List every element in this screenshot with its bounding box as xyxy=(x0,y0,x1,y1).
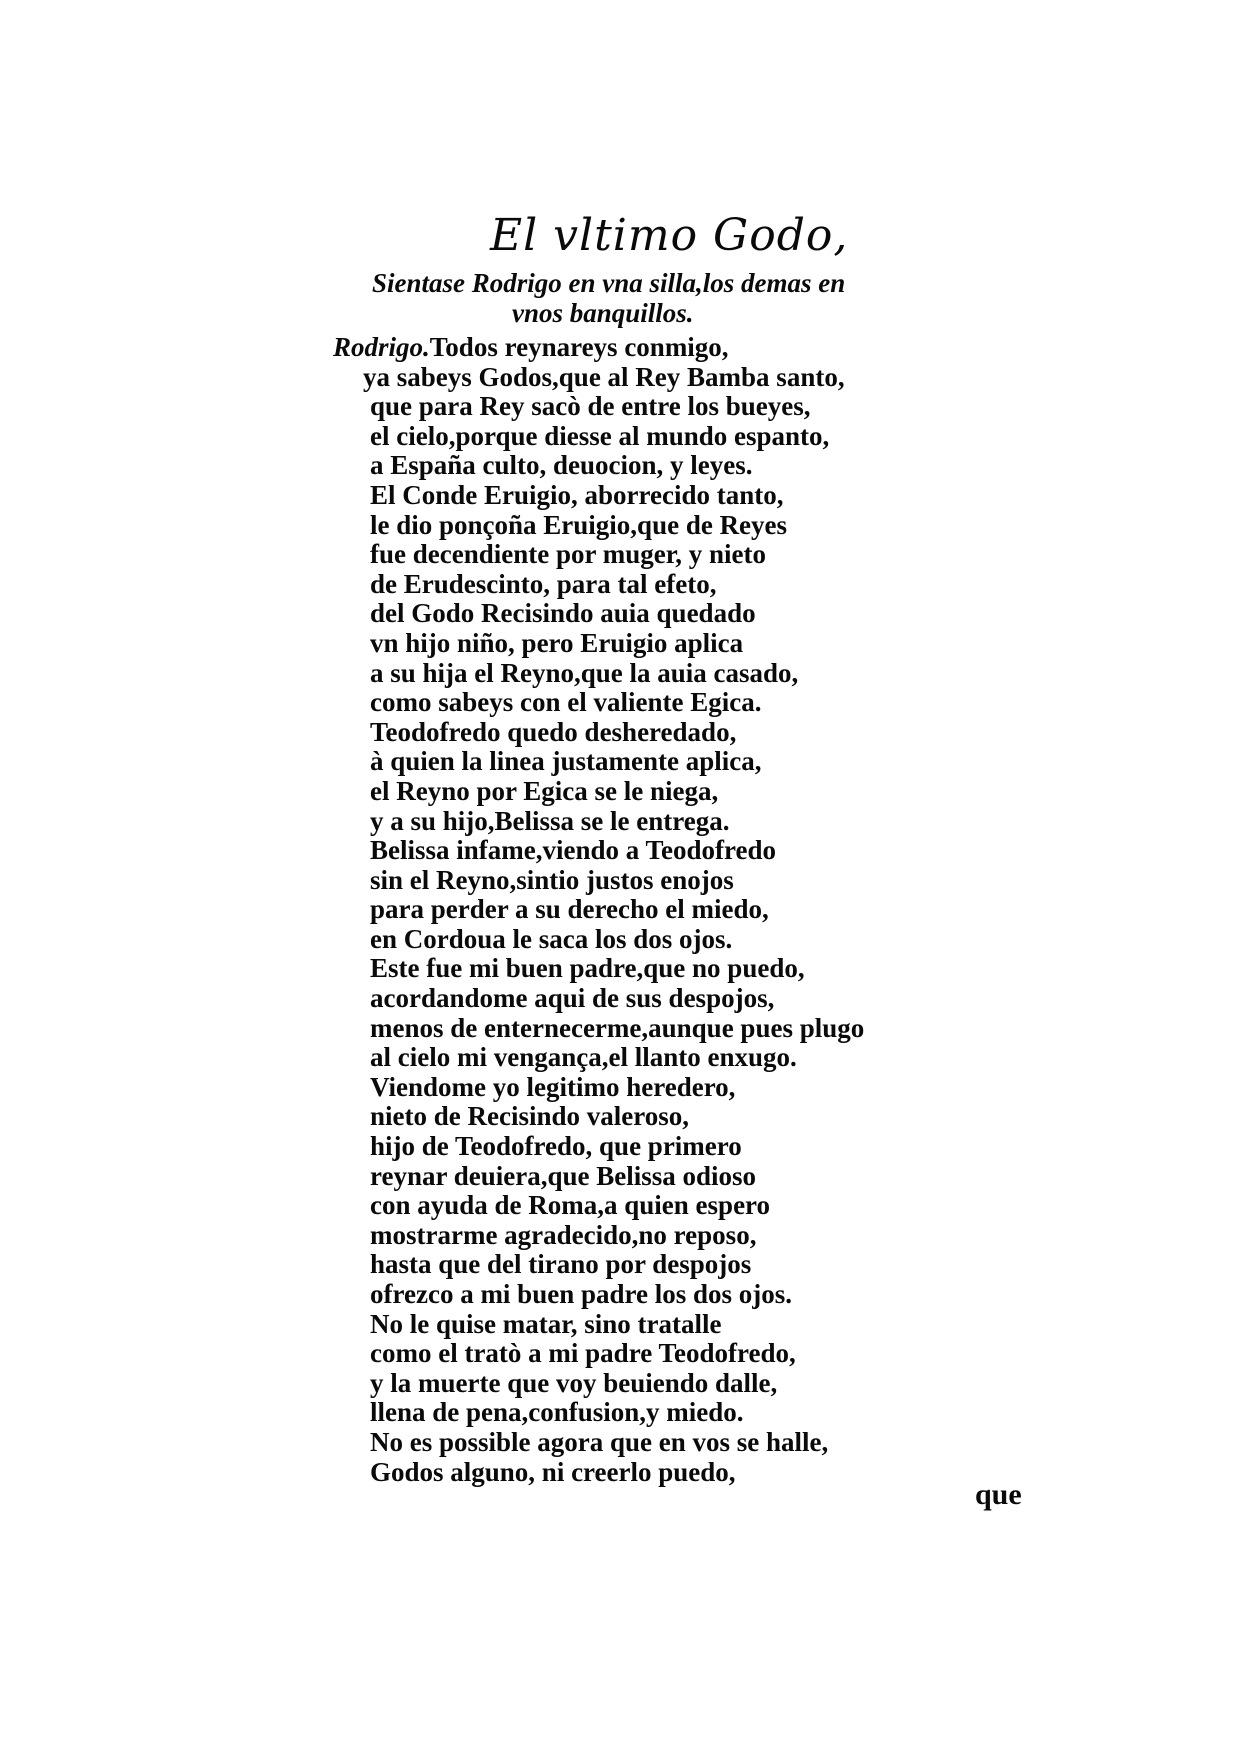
running-title: El vltimo Godo, xyxy=(490,210,849,261)
verse-line: como sabeys con el valiente Egica. xyxy=(370,687,762,718)
verse-line: nieto de Recisindo valeroso, xyxy=(370,1101,689,1132)
verse-line: que para Rey sacò de entre los bueyes, xyxy=(370,391,811,422)
verse-line: Godos alguno, ni creerlo puedo, xyxy=(370,1456,736,1487)
verse-line: como el tratò a mi padre Teodofredo, xyxy=(370,1338,796,1369)
verse-line: de Erudescinto, para tal efeto, xyxy=(370,568,717,599)
verse-line: sin el Reyno,sintio justos enojos xyxy=(370,864,734,895)
verse-line: vn hijo niño, pero Eruigio aplica xyxy=(370,627,744,658)
verse-line: le dio ponçoña Eruigio,que de Reyes xyxy=(370,509,788,540)
verse-line: para perder a su derecho el miedo, xyxy=(370,894,769,925)
verse-line: à quien la linea justamente aplica, xyxy=(370,746,762,777)
verse-line: El Conde Eruigio, aborrecido tanto, xyxy=(370,479,784,510)
stage-direction-line: Sientase Rodrigo en vna silla,los demas en xyxy=(372,268,846,298)
verse-line: ya sabeys Godos,que al Rey Bamba santo, xyxy=(363,361,845,392)
verse-line-first xyxy=(333,333,864,363)
verse-line: reynar deuiera,que Belissa odioso xyxy=(370,1160,757,1191)
verse-line: con ayuda de Roma,a quien espero xyxy=(370,1190,771,1221)
verse-line: No le quise matar, sino tratalle xyxy=(370,1308,722,1339)
verse-line: en Cordoua le saca los dos ojos. xyxy=(370,923,733,954)
verse-line: al cielo mi vengança,el llanto enxugo. xyxy=(370,1042,797,1073)
verse-line: mostrarme agradecido,no reposo, xyxy=(370,1219,757,1250)
verse-line: hasta que del tirano por despojos xyxy=(370,1249,752,1280)
verse-line: llena de pena,confusion,y miedo. xyxy=(370,1397,744,1428)
verse-text: Todos reynareys conmigo, xyxy=(429,332,729,362)
verse-line: menos de enternecerme,aunque pues plugo xyxy=(370,1012,865,1043)
catchword: que xyxy=(975,1478,1022,1511)
verse-line: hijo de Teodofredo, que primero xyxy=(370,1131,742,1162)
verse-line: Viendome yo legitimo heredero, xyxy=(370,1071,736,1102)
verse-line: Belissa infame,viendo a Teodofredo xyxy=(370,835,777,866)
verse-block xyxy=(333,333,864,1487)
verse-line: a España culto, deuocion, y leyes. xyxy=(370,450,753,481)
verse-line: a su hija el Reyno,que la auia casado, xyxy=(370,657,799,688)
verse-line: y a su hijo,Belissa se le entrega. xyxy=(370,805,730,836)
verse-line: el Reyno por Egica se le niega, xyxy=(370,775,719,806)
verse-line: y la muerte que voy beuiendo dalle, xyxy=(370,1367,778,1398)
verse-line: acordandome aqui de sus despojos, xyxy=(370,983,775,1014)
verse-line: ofrezco a mi buen padre los dos ojos. xyxy=(370,1279,793,1309)
verse-line: No es possible agora que en vos se halle, xyxy=(370,1426,829,1457)
verse-line: el cielo,porque diesse al mundo espanto, xyxy=(370,420,830,451)
stage-direction xyxy=(372,268,892,328)
speaker-name: Rodrigo. xyxy=(333,332,430,362)
verse-line: Este fue mi buen padre,que no puedo, xyxy=(370,953,805,984)
verse-line: Teodofredo quedo desheredado, xyxy=(370,716,737,747)
verse-line: fue decendiente por muger, y nieto xyxy=(370,539,766,570)
verse-line: del Godo Recisindo auia quedado xyxy=(370,598,756,629)
stage-direction-line: vnos banquillos. xyxy=(512,298,694,328)
